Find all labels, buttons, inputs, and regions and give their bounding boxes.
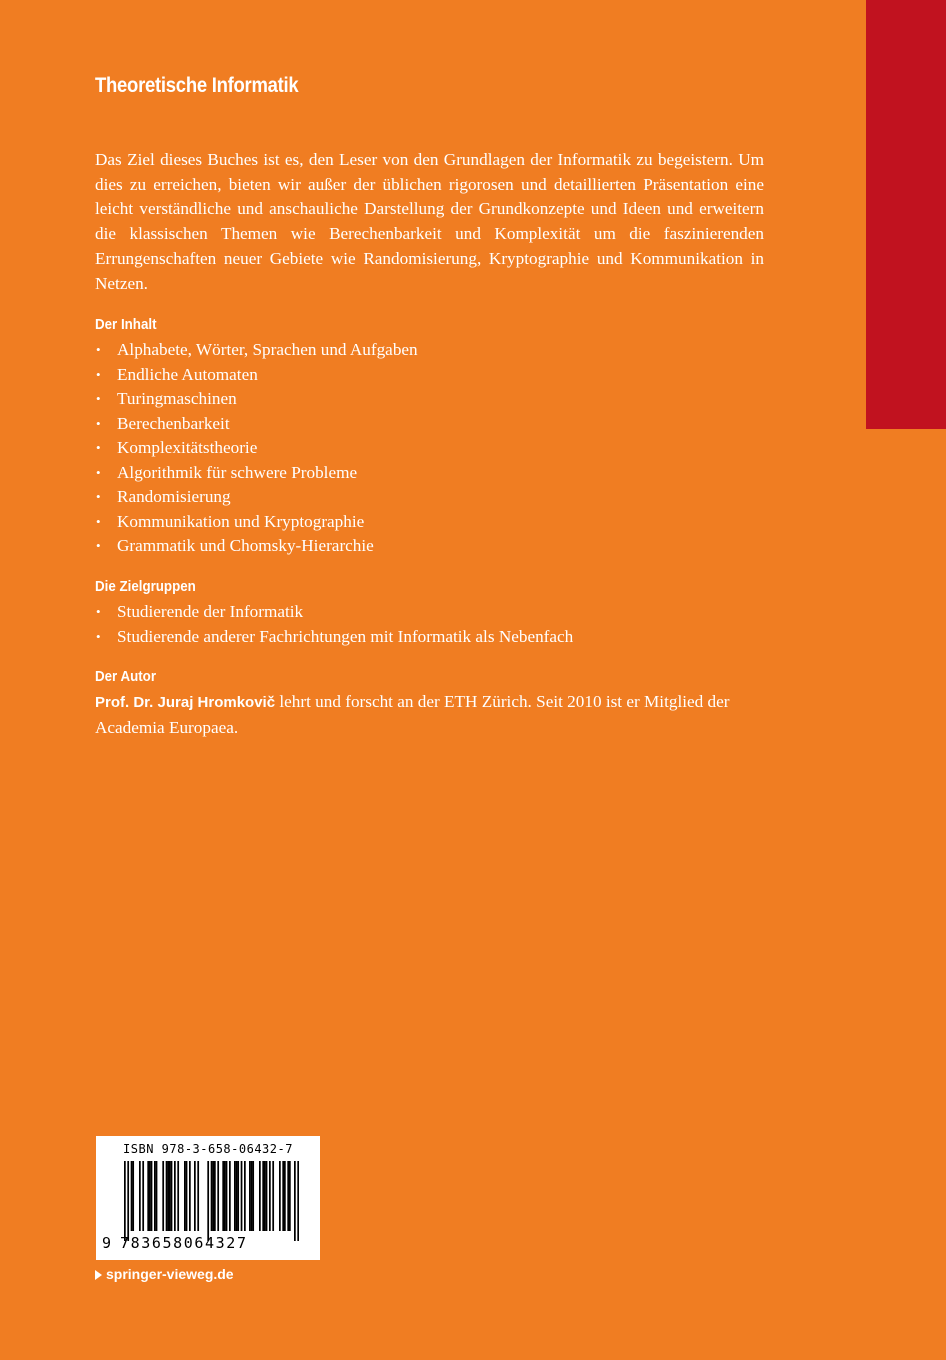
barcode-bar	[151, 1161, 153, 1231]
barcode-bar	[184, 1161, 186, 1231]
barcode-bar	[211, 1161, 213, 1231]
barcode-bar	[174, 1161, 176, 1231]
contents-item: • Kommunikation und Kryptographie	[95, 510, 418, 535]
barcode-bar	[147, 1161, 149, 1231]
barcode-first-digit: 9	[102, 1234, 113, 1252]
contents-item: • Algorithmik für schwere Probleme	[95, 461, 418, 486]
barcode-bar	[269, 1161, 271, 1231]
author-heading: Der Autor	[95, 669, 157, 685]
barcode-bar	[266, 1161, 268, 1231]
contents-item: • Komplexitätstheorie	[95, 436, 418, 461]
isbn-barcode	[96, 1136, 320, 1260]
isbn-label: ISBN 978-3-658-06432-7	[123, 1142, 293, 1156]
barcode-bar	[217, 1161, 219, 1231]
barcode-bar	[149, 1161, 151, 1231]
contents-item: • Grammatik und Chomsky-Hierarchie	[95, 534, 418, 559]
contents-item: • Endliche Automaten	[95, 363, 418, 388]
contents-heading: Der Inhalt	[95, 317, 157, 333]
barcode-bar	[289, 1161, 291, 1231]
barcode-digit-string: 783658064327	[120, 1234, 248, 1252]
arrow-right-icon	[95, 1270, 102, 1280]
barcode-bar	[287, 1161, 289, 1231]
barcode-bar	[177, 1161, 179, 1231]
barcode-bar	[294, 1161, 296, 1241]
publisher-website[interactable]	[95, 1266, 234, 1282]
barcode-bar	[186, 1161, 188, 1231]
barcode-bar	[214, 1161, 216, 1231]
barcode-bar	[252, 1161, 254, 1231]
audience-item: • Studierende der Informatik	[95, 600, 573, 625]
contents-list	[95, 338, 418, 559]
contents-item: • Randomisierung	[95, 485, 418, 510]
barcode-bar	[222, 1161, 224, 1231]
barcode-bar	[244, 1161, 246, 1231]
barcode-bar	[162, 1161, 164, 1231]
barcode-bar	[282, 1161, 284, 1231]
barcode-bar	[264, 1161, 266, 1231]
red-corner-tab	[866, 0, 946, 429]
author-bio: lehrt und forscht an der ETH Zürich. Seit 2010 ist er Mitglied der Academia Europaea.	[95, 692, 730, 737]
website-text: springer-vieweg.de	[106, 1266, 234, 1282]
barcode-bar	[189, 1161, 191, 1231]
barcode-bar	[272, 1161, 274, 1231]
barcode-bar	[207, 1161, 209, 1241]
barcode-bar	[139, 1161, 141, 1231]
barcode-bar	[194, 1161, 196, 1231]
contents-item: • Alphabete, Wörter, Sprachen und Aufgaben	[95, 338, 418, 363]
barcode-bar	[166, 1161, 168, 1231]
barcode-bar	[154, 1161, 156, 1231]
contents-item: • Berechenbarkeit	[95, 412, 418, 437]
audience-list	[95, 600, 573, 649]
barcode-bar	[212, 1161, 214, 1231]
contents-item: • Turingmaschinen	[95, 387, 418, 412]
barcode-bar	[251, 1161, 253, 1231]
barcode-bar	[241, 1161, 243, 1231]
barcode-bar	[132, 1161, 134, 1231]
barcode-bar	[167, 1161, 169, 1231]
barcode-bar	[142, 1161, 144, 1231]
barcode-bar	[279, 1161, 281, 1231]
barcode-bar	[236, 1161, 238, 1231]
book-title: Theoretische Informatik	[95, 74, 299, 97]
barcode-bar	[131, 1161, 133, 1231]
barcode-bar	[234, 1161, 236, 1231]
audience-item: • Studierende anderer Fachrichtungen mit Informatik als Nebenfach	[95, 625, 573, 650]
barcode-bar	[229, 1161, 231, 1231]
barcode-bar	[197, 1161, 199, 1231]
barcode-bar	[124, 1161, 126, 1241]
barcode-bar	[127, 1161, 129, 1241]
barcode-bar	[259, 1161, 261, 1231]
intro-paragraph: Das Ziel dieses Buches ist es, den Leser von den Grundlagen der Informatik zu begeistern. Um dies zu erreichen, bieten wir außer der üblichen rigorosen und detaillierten Präsentation eine leicht verständliche und anschauliche Darstellung der Grundkonzepte und Ideen und erweitern die klassischen Themen wie Berechenbarkeit und Komplexität um die faszinierenden Errungenschaften neuer Gebiete wie Randomisierung, Kryptographie und Kommunikation in Netzen.	[95, 150, 764, 293]
barcode-bar	[169, 1161, 171, 1231]
barcode-bar	[156, 1161, 158, 1231]
author-paragraph	[95, 690, 785, 740]
barcode-bar	[171, 1161, 173, 1231]
barcode-bar	[224, 1161, 226, 1231]
barcode-bar	[226, 1161, 228, 1231]
barcode-bar	[262, 1161, 264, 1231]
barcode-bar	[249, 1161, 251, 1231]
barcode-bar	[297, 1161, 299, 1241]
audience-heading: Die Zielgruppen	[95, 579, 196, 595]
author-name: Prof. Dr. Juraj Hromkovič	[95, 694, 276, 711]
barcode-bar	[237, 1161, 239, 1231]
barcode-bar	[284, 1161, 286, 1231]
